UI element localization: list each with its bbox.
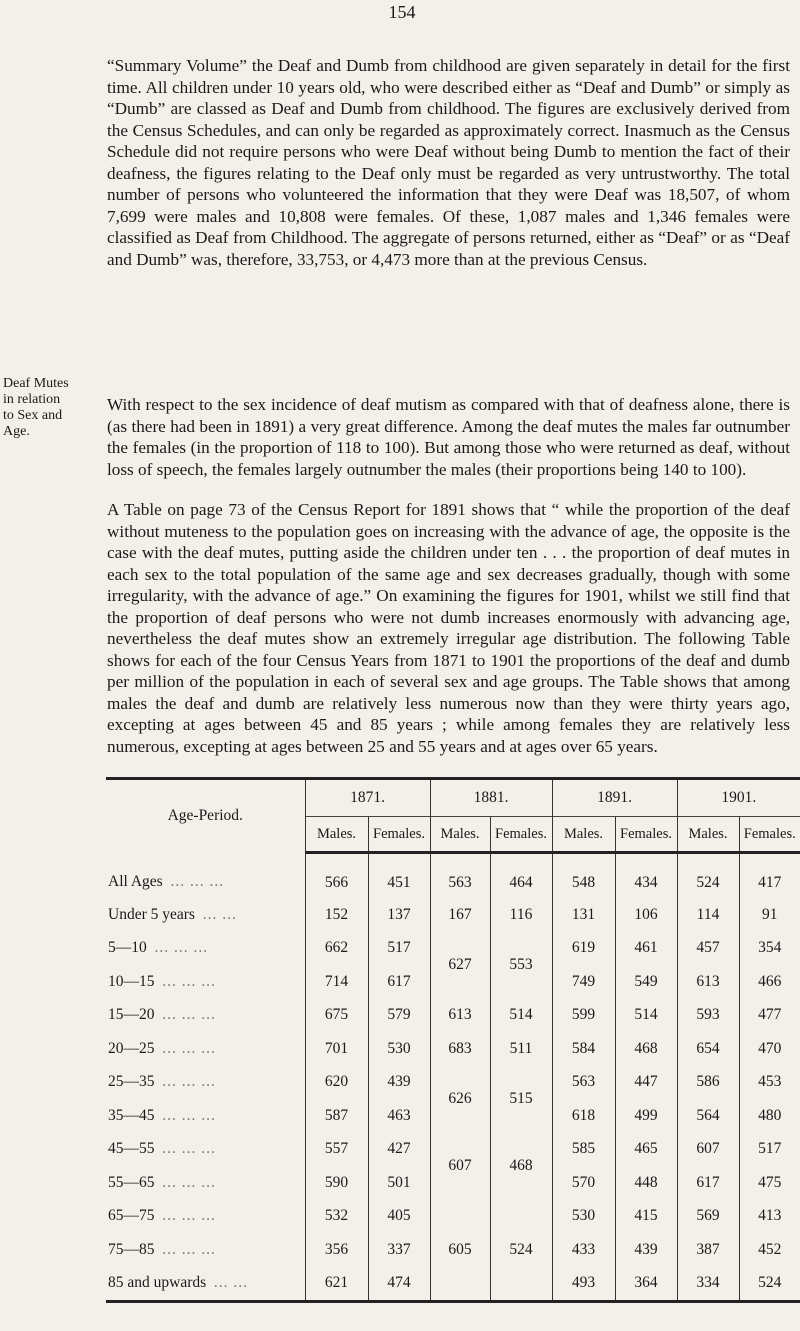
females-header: Females. [368,817,430,853]
value-cell: 662 [305,932,368,966]
paragraph-census-summary: “Summary Volume” the Deaf and Dumb from childhood are given separately in detail for the first time. All children under 10 years old, who were described either as “Deaf and Dumb” or simply as “Dumb” are classed as Deaf and Dumb from childhood. The figures are exclusively derived from the Census Schedules, and can only be regarded as approximately correct. Inasmuch as the Census Schedule did not require persons who were Deaf without being Dumb to mention the fact of their deafness, the figures relating to the Deaf only must be regarded as very untrustworthy. The total number of persons who volunteered the information that they were Deaf was 18,507, of whom 7,699 were males and 10,808 were females. Of these, 1,087 males and 1,346 females were classified as Deaf from Childhood. The aggregate of persons returned, either as “Deaf” or as “Deaf and Dumb” was, therefore, 33,753, or 4,473 more than at the previous Census. [107,56,790,269]
value-cell: 620 [305,1066,368,1100]
value-cell: 557 [305,1133,368,1167]
paragraph-sex-incidence: With respect to the sex incidence of deaf mutism as compared with that of deafness alone, there is (as there had been in 1891) a very great difference. Among the deaf mutes the males far outnumber the females (in the proportion of 118 to 100). But among those who were returned as deaf, without loss of speech, the females largely outnumber the males (their proportions being 140 to 100). [107,395,790,479]
value-cell: 607 [677,1133,739,1167]
value-cell: 570 [552,1166,615,1200]
value-cell: 524 [739,1267,800,1302]
age-period-text: 65—75 [108,1207,155,1225]
value-cell [490,1200,552,1234]
table-row [106,1066,800,1100]
age-period-text: 10—15 [108,972,155,990]
value-cell: 451 [368,853,430,899]
year-header-1901: 1901. [677,779,800,817]
value-cell [490,1267,552,1302]
leader-dots: ... ... ... [162,972,216,990]
leader-dots: ... ... [213,1274,249,1292]
grouped-value-cell: 626 [430,1066,490,1133]
value-cell: 586 [677,1066,739,1100]
value-cell: 587 [305,1099,368,1133]
table-row [106,1267,800,1302]
males-header: Males. [430,817,490,853]
value-cell: 439 [368,1066,430,1100]
margin-sidenote [3,376,103,440]
grouped-value-cell: 468 [490,1133,552,1200]
value-cell: 517 [368,932,430,966]
age-period-label [106,1200,305,1234]
value-cell: 524 [677,853,739,899]
table-row [106,999,800,1033]
value-cell: 613 [430,999,490,1033]
value-cell: 417 [739,853,800,899]
value-cell: 566 [305,853,368,899]
value-cell: 461 [615,932,677,966]
value-cell: 599 [552,999,615,1033]
value-cell: 619 [552,932,615,966]
females-header: Females. [615,817,677,853]
value-cell: 415 [615,1200,677,1234]
value-cell: 517 [739,1133,800,1167]
value-cell: 434 [615,853,677,899]
value-cell: 621 [305,1267,368,1302]
value-cell: 590 [305,1166,368,1200]
value-cell: 116 [490,898,552,932]
leader-dots: ... ... [202,905,237,923]
value-cell: 152 [305,898,368,932]
value-cell [430,1200,490,1234]
age-period-label [106,1099,305,1133]
age-period-text: 25—35 [108,1073,155,1091]
value-cell: 563 [552,1066,615,1100]
value-cell: 613 [677,965,739,999]
value-cell: 457 [677,932,739,966]
value-cell: 584 [552,1032,615,1066]
age-period-label [106,999,305,1033]
leader-dots: ... ... ... [162,1006,216,1024]
age-period-text: 20—25 [108,1039,155,1057]
value-cell: 654 [677,1032,739,1066]
males-header: Males. [305,817,368,853]
leader-dots: ... ... ... [162,1073,216,1091]
value-cell: 569 [677,1200,739,1234]
value-cell: 106 [615,898,677,932]
sidenote-line: to Sex and [3,408,63,423]
value-cell: 413 [739,1200,800,1234]
grouped-value-cell: 553 [490,932,552,999]
age-period-text: 15—20 [108,1006,155,1024]
grouped-value-cell: 607 [430,1133,490,1200]
age-period-label [106,932,305,966]
table-row [106,1200,800,1234]
value-cell: 617 [368,965,430,999]
age-period-label [106,965,305,999]
value-cell: 453 [739,1066,800,1100]
sidenote-line: Deaf Mutes [3,376,69,391]
value-cell: 524 [490,1233,552,1267]
leader-dots: ... ... ... [162,1039,216,1057]
value-cell: 131 [552,898,615,932]
table-row [106,853,800,899]
value-cell: 354 [739,932,800,966]
value-cell: 334 [677,1267,739,1302]
age-period-label [106,1133,305,1167]
age-period-text: 75—85 [108,1240,155,1258]
value-cell: 137 [368,898,430,932]
value-cell: 564 [677,1099,739,1133]
value-cell: 387 [677,1233,739,1267]
value-cell: 683 [430,1032,490,1066]
table-row [106,898,800,932]
value-cell: 714 [305,965,368,999]
value-cell: 364 [615,1267,677,1302]
value-cell: 91 [739,898,800,932]
value-cell: 468 [615,1032,677,1066]
age-period-label [106,898,305,932]
value-cell: 465 [615,1133,677,1167]
value-cell: 466 [739,965,800,999]
leader-dots: ... ... ... [162,1173,216,1191]
grouped-value-cell: 627 [430,932,490,999]
age-period-text: 35—45 [108,1106,155,1124]
year-header-1871: 1871. [305,779,430,817]
value-cell: 405 [368,1200,430,1234]
age-period-text: All Ages [108,873,163,891]
age-period-text: 5—10 [108,939,147,957]
value-cell: 463 [368,1099,430,1133]
value-cell: 448 [615,1166,677,1200]
age-period-label [106,1032,305,1066]
sidenote-line: in relation [3,392,61,407]
age-period-text: 55—65 [108,1173,155,1191]
value-cell: 618 [552,1099,615,1133]
value-cell: 617 [677,1166,739,1200]
value-cell [430,1267,490,1302]
value-cell: 474 [368,1267,430,1302]
value-cell: 548 [552,853,615,899]
value-cell: 493 [552,1267,615,1302]
table-row [106,1032,800,1066]
value-cell: 452 [739,1233,800,1267]
value-cell: 579 [368,999,430,1033]
value-cell: 549 [615,965,677,999]
age-period-label [106,1066,305,1100]
deaf-mutes-per-million-table [106,777,800,1303]
value-cell: 477 [739,999,800,1033]
males-header: Males. [677,817,739,853]
value-cell: 605 [430,1233,490,1267]
value-cell: 675 [305,999,368,1033]
value-cell: 593 [677,999,739,1033]
leader-dots: ... ... ... [170,873,225,891]
age-period-label [106,1233,305,1267]
value-cell: 514 [615,999,677,1033]
value-cell: 427 [368,1133,430,1167]
value-cell: 701 [305,1032,368,1066]
year-header-1891: 1891. [552,779,677,817]
value-cell: 532 [305,1200,368,1234]
value-cell: 470 [739,1032,800,1066]
females-header: Females. [490,817,552,853]
age-period-text: 85 and upwards [108,1274,207,1292]
value-cell: 475 [739,1166,800,1200]
value-cell: 563 [430,853,490,899]
year-header-1881: 1881. [430,779,552,817]
value-cell: 439 [615,1233,677,1267]
paragraph-age-distribution: A Table on page 73 of the Census Report for 1891 shows that “ while the proportion of the deaf without muteness to the population goes on increasing with the advance of age, the opposite is the case with the deaf mutes, putting aside the children under ten . . . the proportion of deaf mutes in each sex to the total population of the same age and sex decreases gradually, though with some irregularity, with the advance of age.” On examining the figures for 1901, whilst we still find that the proportion of deaf persons who were not dumb increases enormously with advancing age, nevertheless the deaf mutes show an extremely irregular age distribution. The following Table shows for each of the four Census Years from 1871 to 1901 the proportions of the deaf and dumb per million of the population in each of several sex and age groups. The Table shows that among males the deaf and dumb are relatively less numerous now than they were thirty years ago, excepting at ages between 45 and 85 years ; while among females they are relatively less numerous, excepting at ages between 25 and 55 years and at ages over 65 years. [107,500,790,756]
males-header: Males. [552,817,615,853]
value-cell: 464 [490,853,552,899]
table-body [106,853,800,1302]
value-cell: 356 [305,1233,368,1267]
value-cell: 530 [552,1200,615,1234]
age-period-label [106,853,305,899]
value-cell: 499 [615,1099,677,1133]
sidenote-line: Age. [3,424,30,439]
table-row [106,1133,800,1167]
table-row [106,1233,800,1267]
age-period-label [106,1166,305,1200]
value-cell: 480 [739,1099,800,1133]
value-cell: 514 [490,999,552,1033]
value-cell: 167 [430,898,490,932]
value-cell: 501 [368,1166,430,1200]
table-row [106,932,800,966]
value-cell: 447 [615,1066,677,1100]
grouped-value-cell: 515 [490,1066,552,1133]
age-period-header: Age-Period. [106,779,305,853]
value-cell: 530 [368,1032,430,1066]
leader-dots: ... ... ... [154,939,209,957]
value-cell: 433 [552,1233,615,1267]
value-cell: 585 [552,1133,615,1167]
leader-dots: ... ... ... [162,1106,216,1124]
value-cell: 337 [368,1233,430,1267]
value-cell: 511 [490,1032,552,1066]
value-cell: 749 [552,965,615,999]
leader-dots: ... ... ... [162,1140,216,1158]
leader-dots: ... ... ... [162,1240,216,1258]
value-cell: 114 [677,898,739,932]
leader-dots: ... ... ... [162,1207,216,1225]
age-period-text: 45—55 [108,1140,155,1158]
females-header: Females. [739,817,800,853]
age-period-text: Under 5 years [108,905,195,923]
page-number: 154 [388,2,416,22]
age-period-label [106,1267,305,1302]
